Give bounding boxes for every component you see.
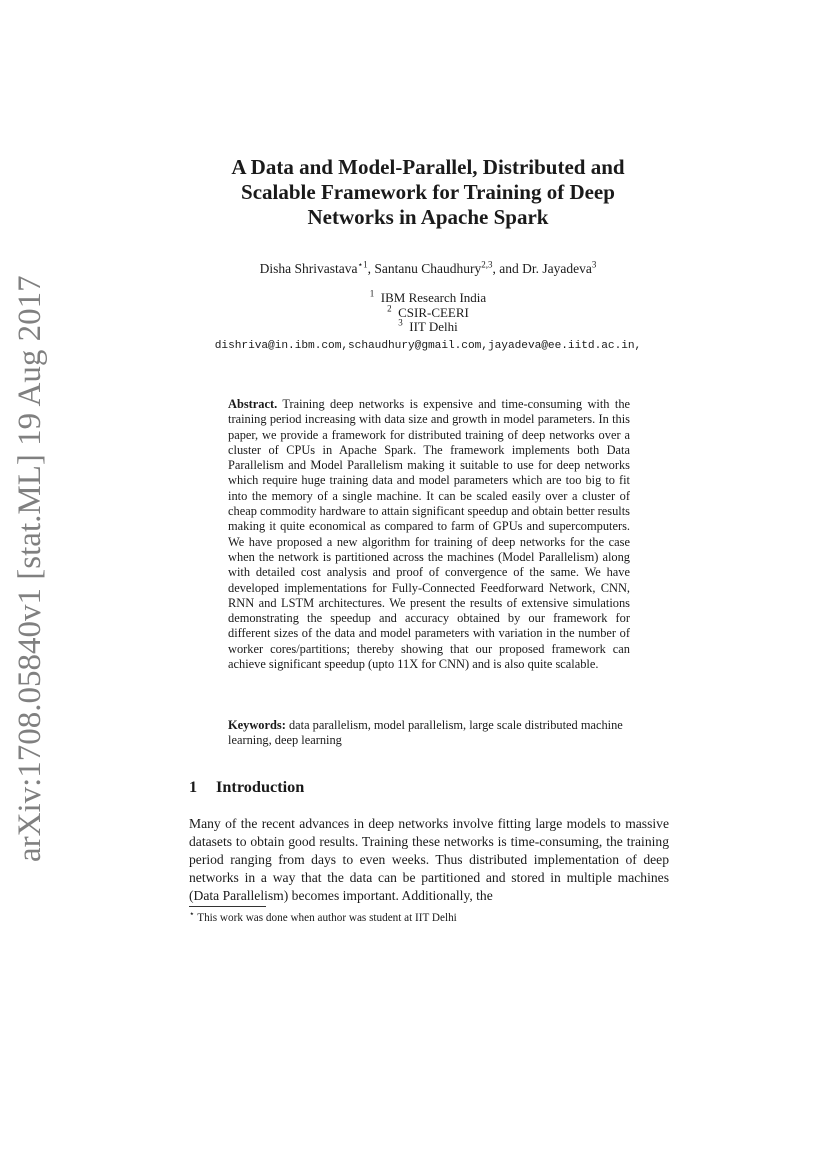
author-affiliation-mark: ⋆1 (357, 259, 368, 270)
abstract (228, 397, 630, 672)
affiliation-name: IBM Research India (380, 290, 487, 305)
footnote-text: This work was done when author was student at IIT Delhi (197, 912, 457, 924)
abstract-label: Abstract. (228, 397, 278, 411)
affiliation (150, 303, 706, 321)
author-name: Santanu Chaudhury (374, 261, 482, 276)
footnote (189, 908, 669, 925)
section-number: 1 (189, 777, 198, 796)
author-emails: dishriva@in.ibm.com,schaudhury@gmail.com,jayadeva@ee.iitd.ac.in, (214, 340, 642, 352)
section-title: Introduction (216, 777, 305, 796)
footnote-divider (189, 906, 266, 907)
title-line: Networks in Apache Spark (307, 205, 549, 229)
affiliation-mark: 2 (387, 303, 392, 314)
paper-title (150, 155, 706, 230)
affiliation-name: CSIR-CEERI (398, 304, 469, 320)
author-separator: , and (492, 261, 523, 276)
keywords-text: data parallelism, model parallelism, large scale distributed machine learning, deep learning (228, 718, 623, 748)
affiliation (150, 288, 706, 306)
author-affiliation-mark: 3 (591, 259, 597, 270)
keywords-label: Keywords: (228, 718, 286, 732)
keywords (228, 718, 630, 749)
author-name: Dr. Jayadeva (522, 261, 592, 276)
affiliation-mark: 1 (369, 288, 375, 299)
intro-paragraph: Many of the recent advances in deep networks involve fitting large models to massive datasets to obtain good results. Training these networks is time-consuming, the training period ranging from days to even weeks. Thus distributed implementation of deep networks in a way that the data can be partitioned and stored in multiple machines (Data Parallelism) becomes important. Additionally, the (189, 816, 669, 904)
abstract-text: Training deep networks is expensive and time-consuming with the training period increasing with data size and growth in model parameters. In this paper, we provide a framework for distributed training of deep networks over a cluster of CPUs in Apache Spark. The framework implements both Data Parallelism and Model Parallelism making it suitable to use for deep networks which require huge training data and model parameters which are too big to fit into the memory of a single machine. It can be scaled easily over a cluster of cheap commodity hardware to attain significant speedup and obtain better results making it quite economical as compared to farm of GPUs and supercomputers. We have proposed a new algorithm for training of deep networks for the case when the network is partitioned across the machines (Model Parallelism) along with detailed cost analysis and proof of convergence of the same. We have developed implementations for Fully-Connected Feedforward Network, CNN, RNN and LSTM architectures. We present the results of extensive simulations demonstrating the speedup and accuracy obtained by our framework for different sizes of the data and model parameters with variation in the number of worker cores/partitions; thereby showing that our proposed framework can achieve significant speedup (upto 11X for CNN) and is also quite scalable. (228, 397, 631, 672)
author-affiliation-mark: 2,3 (481, 259, 493, 270)
title-line: Scalable Framework for Training of Deep (241, 180, 615, 204)
affiliation-list (150, 288, 706, 335)
section-heading (189, 777, 304, 797)
affiliation-mark: 3 (398, 317, 403, 328)
arxiv-identifier: arXiv:1708.05840v1 [stat.ML] 19 Aug 2017 (12, 275, 48, 862)
author-separator: , (367, 261, 375, 276)
author-name: Disha Shrivastava (259, 261, 358, 276)
affiliation (150, 317, 706, 335)
affiliation-name: IIT Delhi (409, 319, 458, 334)
title-line: A Data and Model-Parallel, Distributed and (231, 155, 625, 179)
footnote-mark: ⋆ (189, 908, 195, 919)
author-list (150, 260, 706, 278)
